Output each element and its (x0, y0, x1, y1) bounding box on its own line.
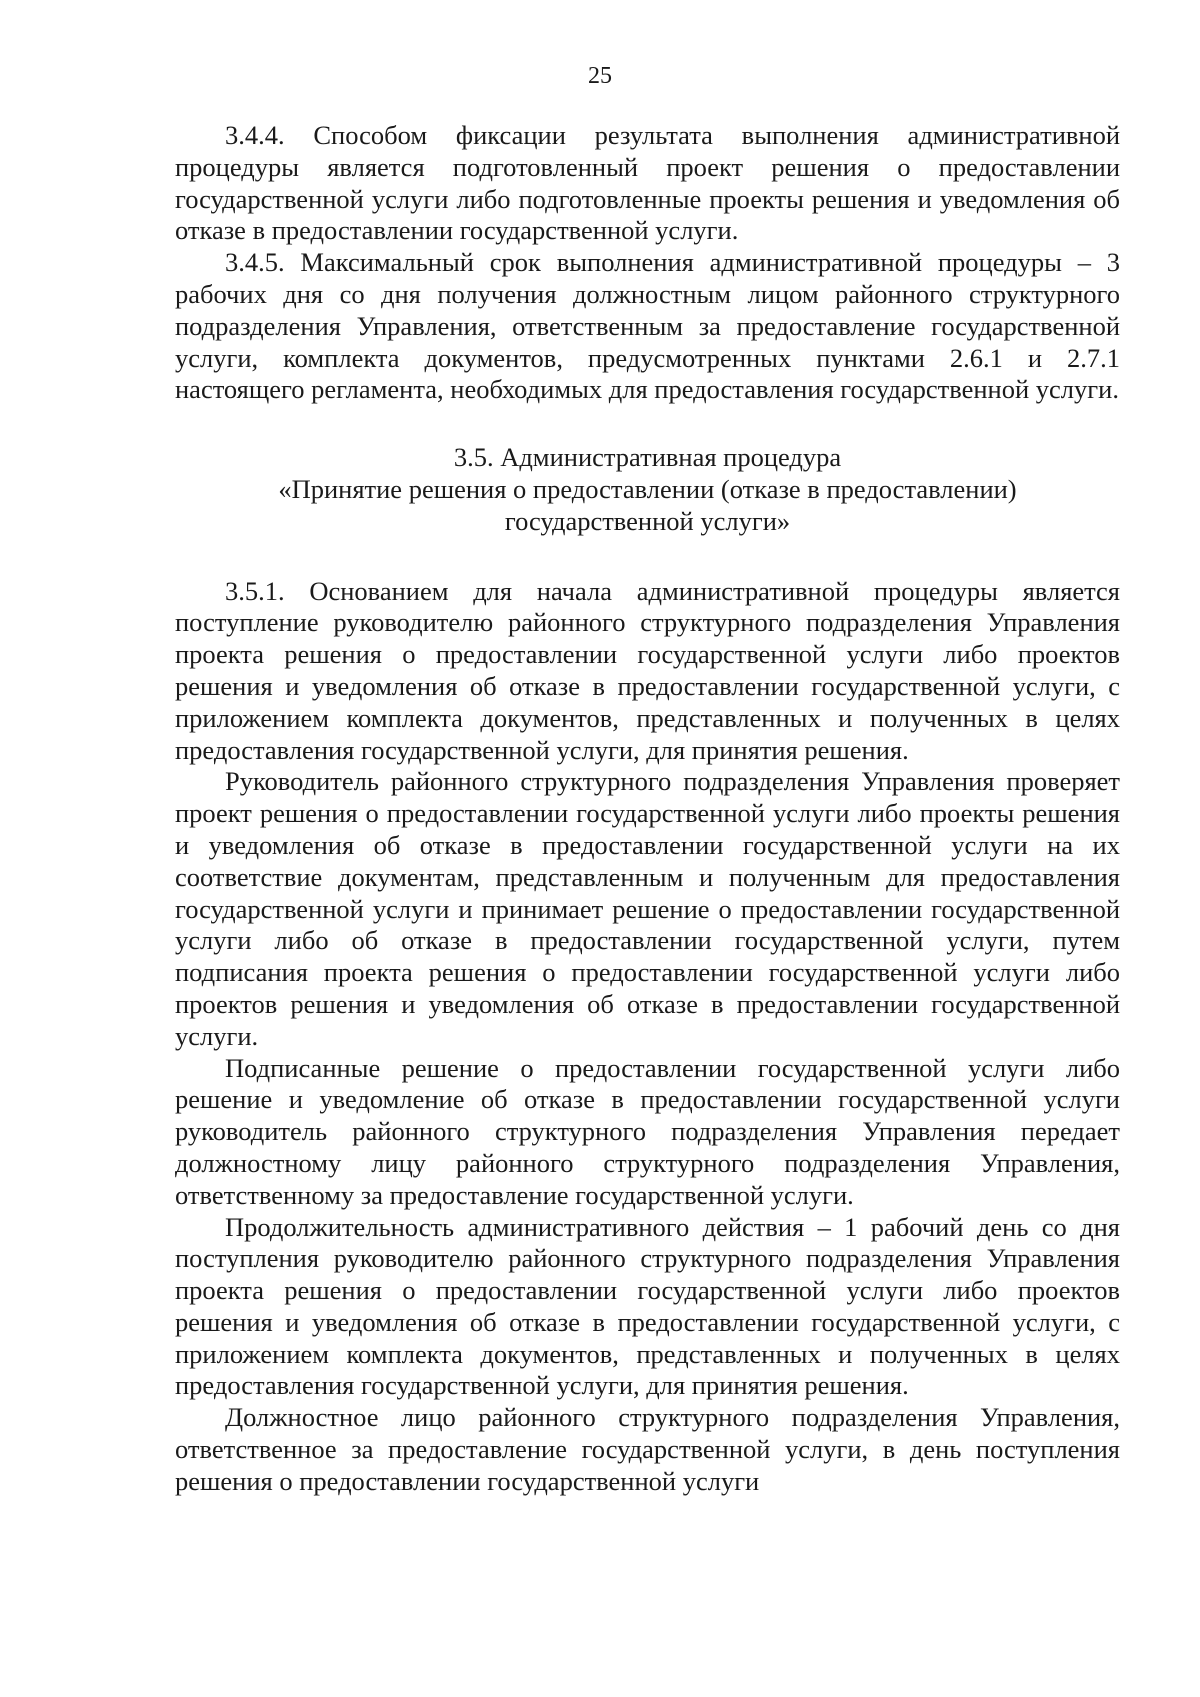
paragraph-head-review: Руководитель районного структурного подразделения Управления проверяет проект решения о предоставлении государственной услуги либо проекты решения и уведомления об отказе в предоставлении государственной услуги на их соответствие документам, представленным и полученным для предоставления государственной услуги и принимает решение о предоставлении государственной услуги либо об отказе в предоставлении государственной услуги, путем подписания проекта решения о предоставлении государственной услуги либо проектов решения и уведомления об отказе в предоставлении государственной услуги. (175, 766, 1120, 1051)
paragraph-3-5-1: 3.5.1. Основанием для начала административной процедуры является поступление руководителю районного структурного подразделения Управления проекта решения о предоставлении государственной услуги либо проектов решения и уведомления об отказе в предоставлении государственной услуги, с приложением комплекта документов, представленных и полученных в целях предоставления государственной услуги, для принятия решения. (175, 575, 1120, 765)
section-heading-line-2: «Принятие решения о предоставлении (отказе в предоставлении) (278, 473, 1017, 504)
paragraph-3-4-4: 3.4.4. Способом фиксации результата выполнения административной процедуры является подготовленный проект решения о предоставлении государственной услуги либо подготовленные проекты решения и уведомления об отказе в предоставлении государственной услуги. (175, 120, 1120, 246)
paragraph-official: Должностное лицо районного структурного подразделения Управления, ответственное за предоставление государственной услуги, в день поступления решения о предоставлении государственной услуги (175, 1402, 1120, 1496)
section-heading-line-1: 3.5. Административная процедура (453, 442, 842, 473)
section-heading (175, 442, 1120, 537)
paragraph-signed-decision: Подписанные решение о предоставлении государственной услуги либо решение и уведомление об отказе в предоставлении государственной услуги руководитель районного структурного подразделения Управления передает должностному лицу районного структурного подразделения Управления, ответственному за предоставление государственной услуги. (175, 1052, 1120, 1210)
document-body (175, 120, 1120, 1498)
paragraph-duration: Продолжительность административного действия – 1 рабочий день со дня поступления руководителю районного структурного подразделения Управления проекта решения о предоставлении государственной услуги либо проектов решения и уведомления об отказе в предоставлении государственной услуги, с приложением комплекта документов, представленных и полученных в целях предоставления государственной услуги, для принятия решения. (175, 1211, 1120, 1401)
section-heading-line-3: государственной услуги» (504, 505, 791, 536)
paragraph-3-4-5: 3.4.5. Максимальный срок выполнения административной процедуры – 3 рабочих дня со дня получения должностным лицом районного структурного подразделения Управления, ответственным за предоставление государственной услуги, комплекта документов, предусмотренных пунктами 2.6.1 и 2.7.1 настоящего регламента, необходимых для предоставления государственной услуги. (175, 247, 1120, 405)
page-number: 25 (588, 63, 612, 89)
